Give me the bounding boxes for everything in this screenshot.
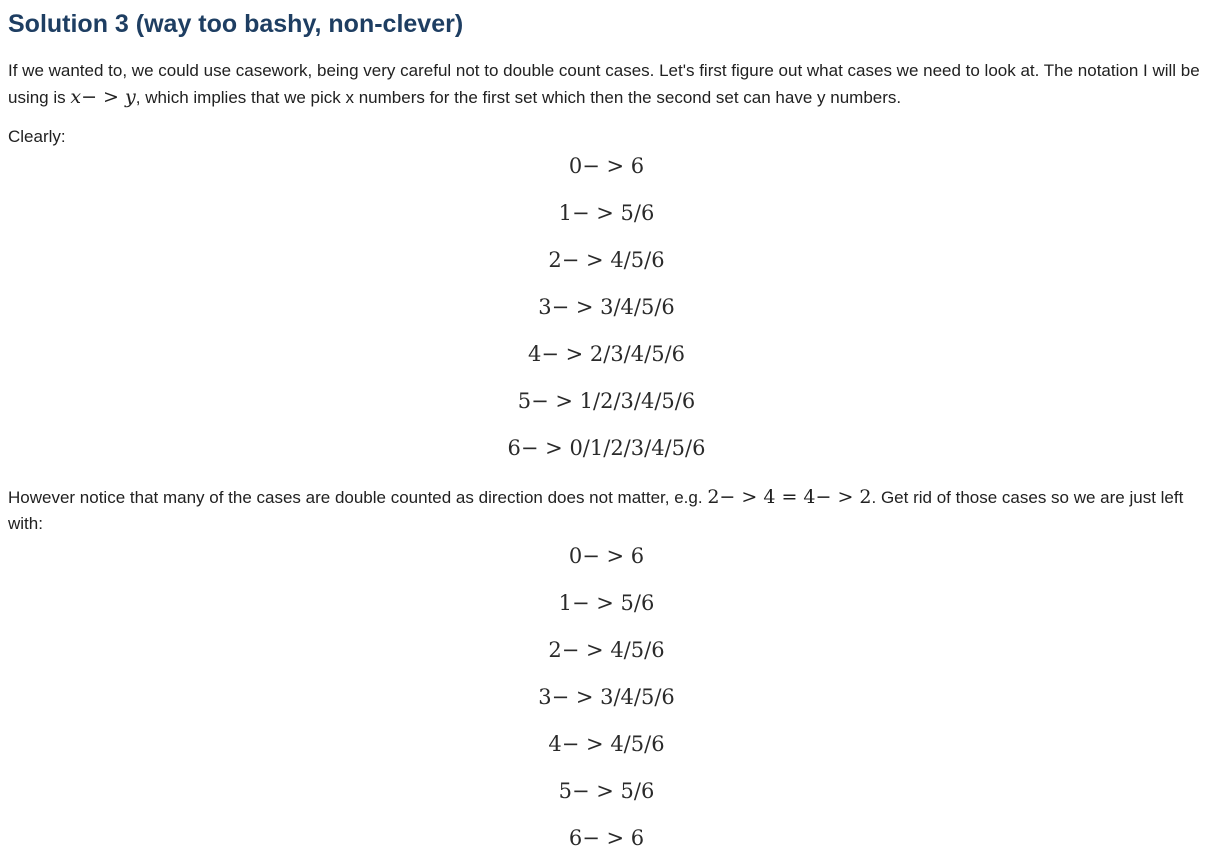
clearly-label: Clearly: <box>8 127 66 146</box>
case-line-0-full: 0− > 6 <box>568 154 645 178</box>
case-line-2-full: 2− > 4/5/6 <box>548 248 665 272</box>
case-line-5-full: 5− > 1/2/3/4/5/6 <box>517 389 696 413</box>
intro-paragraph <box>8 58 1205 111</box>
case-line-0-deduped: 0− > 6 <box>568 544 645 568</box>
case-line-2-deduped: 2− > 4/5/6 <box>548 638 665 662</box>
case-line-1-deduped: 1− > 5/6 <box>558 591 655 615</box>
intro-text-after-math: , which implies that we pick x numbers for the first set which then the second set can have y numbers. <box>135 88 902 107</box>
case-list-full <box>8 152 1205 462</box>
case-line-6-full: 6− > 0/1/2/3/4/5/6 <box>507 436 706 460</box>
inline-math-example: 2− > 4 = 4− > 2 <box>707 486 872 508</box>
case-line-6-deduped: 6− > 6 <box>568 826 645 850</box>
math-var-y: y <box>125 86 136 108</box>
math-arrow-operator: − > <box>81 86 126 108</box>
case-line-3-full: 3− > 3/4/5/6 <box>538 295 675 319</box>
case-line-5-deduped: 5− > 5/6 <box>558 779 655 803</box>
intro-text-before-math: If we wanted to, we could use casework, being very careful not to double count cases. Let's first figure out what cases we need to look at. The notation I will be using is <box>8 61 1200 107</box>
case-list-deduped <box>8 542 1205 852</box>
solution-heading: Solution 3 (way too bashy, non-clever) <box>8 10 464 38</box>
case-line-4-deduped: 4− > 4/5/6 <box>548 732 665 756</box>
solution-page <box>0 10 1213 852</box>
inline-math-notation <box>70 86 135 108</box>
case-line-1-full: 1− > 5/6 <box>558 201 655 225</box>
dedup-text-before-math: However notice that many of the cases are double counted as direction does not matter, e.g. <box>8 488 708 507</box>
dedup-text-after-math: . Get rid of those cases so we are just left with: <box>8 488 1184 533</box>
dedup-paragraph <box>8 484 1205 537</box>
math-var-x: x <box>70 86 82 108</box>
case-line-3-deduped: 3− > 3/4/5/6 <box>538 685 675 709</box>
case-line-4-full: 4− > 2/3/4/5/6 <box>527 342 685 366</box>
